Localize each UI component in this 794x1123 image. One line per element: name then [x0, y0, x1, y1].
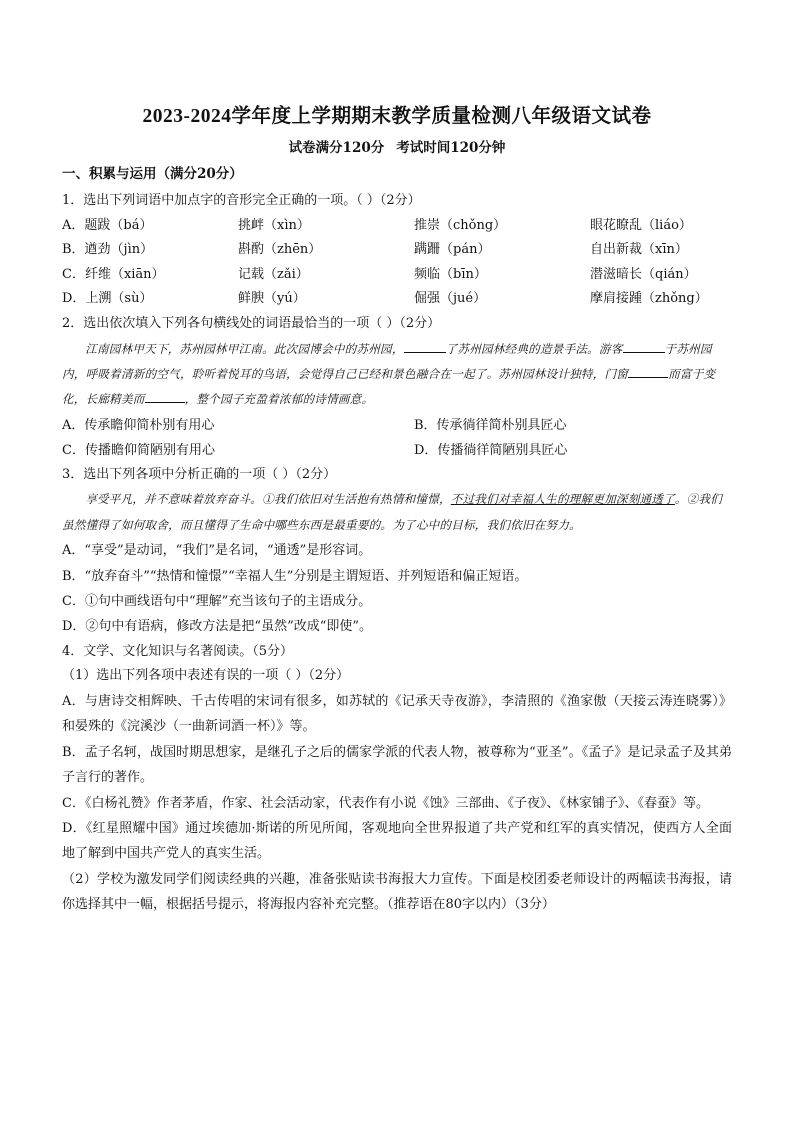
full-score: 试卷满分120分: [288, 140, 385, 156]
q1-option: 频临（bīn）: [414, 266, 487, 282]
q4-stem: 4．文学、文化知识与名著阅读。（5分）: [62, 643, 294, 659]
q4-sub2: （2）学校为激发同学们阅读经典的兴趣，准备张贴读书海报大力宣传。下面是校团委老师设计的两幅读书海报，请你选择其中一幅，根据括号提示，将海报内容补充完整。（推荐语在80字以内）（3分）: [62, 871, 732, 913]
q1-option: 倔强（jué）: [414, 291, 487, 307]
passage-text: 。②我们虽然懂得了如何取舍，而且懂得了生命中哪些东西是最重要的。为了心中的目标，我们依旧在努力。: [62, 492, 723, 532]
q1-option: 自出新裁（xīn）: [590, 242, 688, 258]
fill-blank: [404, 340, 446, 353]
passage-text: 于苏州园内，呼吸着清新的空气，聆听着悦耳的鸟语，会觉得自己已经和景色融合在一起了。苏州园林设计独特，门窗: [62, 341, 712, 381]
q4-option-a: A．与唐诗交相辉映、千古传唱的宋词有很多，如苏轼的《记承天寺夜游》，李清照的《渔家傲（天接云涛连晓雾）》和晏殊的《浣溪沙（一曲新词酒一杯）》等。: [62, 694, 732, 735]
q1-option: A．题跋（bá）: [62, 217, 153, 233]
q1-option: 斟酌（zhēn）: [238, 242, 322, 258]
exam-time: 考试时间120分钟: [396, 140, 506, 156]
exam-title: 2023-2024学年度上学期期末教学质量检测八年级语文试卷: [142, 106, 652, 127]
passage-text: 享受平凡，并不意味着放弃奋斗。①我们依旧对生活抱有热情和憧憬，: [85, 492, 451, 507]
q4-option-b: B．孟子名轲，战国时期思想家，是继孔子之后的儒家学派的代表人物，被尊称为“亚圣”。《孟子》是记录孟子及其弟子言行的著作。: [62, 744, 732, 786]
passage-text: ，整个园子充盈着浓郁的诗情画意。: [184, 392, 374, 407]
exam-subtitle: [62, 136, 732, 156]
fill-blank: [628, 365, 668, 378]
q1-option: 挑衅（xìn）: [238, 217, 310, 233]
q2-passage: [62, 337, 732, 413]
q3-option-b: B．“放弃奋斗”“热情和憧憬”“幸福人生”分别是主谓短语、并列短语和偏正短语。: [62, 568, 528, 584]
q1-option: D．上溯（sù）: [62, 291, 153, 307]
passage-text: 江南园林甲天下，苏州园林甲江南。此次园博会中的苏州园，: [85, 341, 404, 356]
underlined-sentence: 不过我们对幸福人生的理解更加深刻通透了: [450, 492, 675, 507]
fill-blank: [145, 390, 185, 403]
q4-option-d: D．《红星照耀中国》通过埃德加·斯诺的所见所闻，客观地向全世界报道了共产党和红军的真实情况，使西方人全面地了解到中国共产党人的真实生活。: [62, 821, 732, 862]
q3-option-c: C．①句中画线语句中“理解”充当该句子的主语成分。: [62, 594, 372, 609]
q3-option-a: A．“享受”是动词，“我们”是名词，“通透”是形容词。: [62, 543, 372, 559]
exam-page: [62, 100, 732, 918]
q2-option-a: A．传承瞻仰简朴别有用心: [62, 417, 215, 433]
q4-sub1-stem: （1）选出下列各项中表述有误的一项（ ）（2分）: [62, 668, 350, 684]
q3-option-d: D．②句中有语病，修改方法是把“虽然”改成“即使”。: [62, 619, 373, 635]
passage-text: 了苏州园林经典的造景手法。游客: [445, 341, 623, 356]
section-heading: 一、积累与运用（满分20分）: [62, 166, 243, 182]
q1-option: 记载（zǎi）: [238, 266, 309, 282]
q2-stem: 2．选出依次填入下列各句横线处的词语最恰当的一项（ ）（2分）: [62, 315, 441, 331]
q1-option: 鲜腴（yú）: [238, 291, 306, 307]
q2-options: [62, 413, 732, 463]
q3-passage: [62, 487, 732, 538]
passage-text: 而富于变化，长廊精美而: [62, 366, 716, 407]
q1-stem: 1．选出下列词语中加点字的音形完全正确的一项。（ ）（2分）: [62, 193, 421, 208]
q1-option: 眼花瞭乱（liáo）: [590, 217, 692, 233]
fill-blank: [623, 340, 665, 353]
q1-option: 潜滋暗长（qián）: [590, 266, 697, 282]
q3-stem: 3．选出下列各项中分析正确的一项（ ）（2分）: [62, 466, 337, 482]
q1-option: C．纤维（xiān）: [62, 266, 165, 282]
q4-option-c: C．《白杨礼赞》作者茅盾，作家、社会活动家，代表作有小说《蚀》三部曲、《子夜》、《林家铺子》、《春蚕》等。: [62, 795, 709, 811]
q1-option: 蹒跚（pán）: [414, 242, 491, 258]
q1-option: 推崇（chǒng）: [414, 217, 507, 233]
q1-options: [62, 214, 732, 312]
q2-option-c: C．传播瞻仰简陋别有用心: [62, 442, 215, 458]
q1-option: 摩肩接踵（zhǒng）: [590, 291, 708, 307]
q2-option-b: B．传承徜徉简朴别具匠心: [414, 417, 567, 433]
q2-option-d: D．传播徜徉简陋别具匠心: [414, 442, 568, 458]
q1-option: B．遒劲（jìn）: [62, 242, 154, 258]
